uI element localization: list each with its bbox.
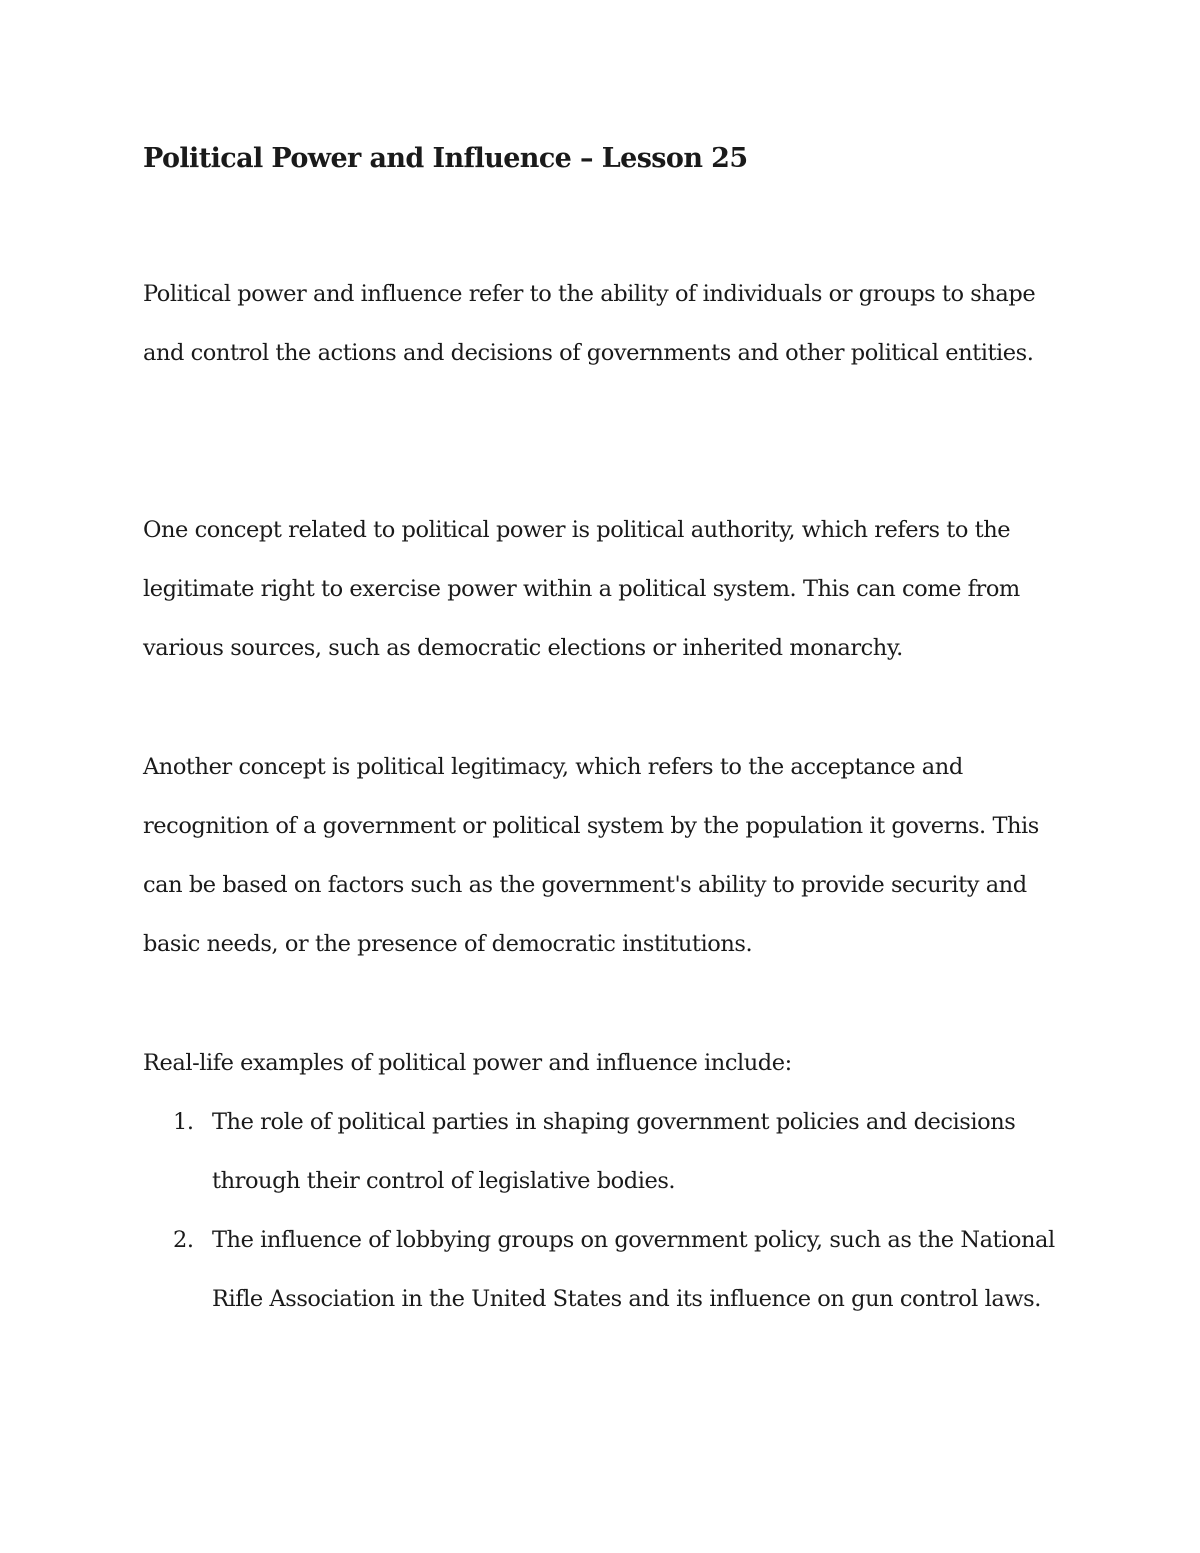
document-title: Political Power and Influence – Lesson 25 [143,143,748,174]
list-item [143,1211,1073,1329]
examples-list [143,1093,1073,1329]
list-item [143,1093,1073,1211]
list-item-number: 2. [173,1227,194,1253]
list-item-text: The role of political parties in shaping government policies and decisions through their control of legislative bodies. [212,1109,1016,1194]
paragraph-definition: Political power and influence refer to the ability of individuals or groups to shape and control the actions and decisions of governments and other political entities. [143,281,1036,366]
paragraph-political-legitimacy: Another concept is political legitimacy, which refers to the acceptance and recognition of a government or political system by the population it governs. This can be based on factors such as the government's ability to provide security and basic needs, or the presence of democratic institutions. [143,754,1039,957]
list-item-text: The influence of lobbying groups on government policy, such as the National Rifle Association in the United States and its influence on gun control laws. [212,1227,1055,1312]
list-item-number: 1. [173,1109,194,1135]
paragraph-political-authority: One concept related to political power is political authority, which refers to the legitimate right to exercise power within a political system. This can come from various sources, such as democratic elections or inherited monarchy. [143,517,1020,661]
paragraph-examples-intro: Real-life examples of political power and influence include: [143,1050,792,1076]
